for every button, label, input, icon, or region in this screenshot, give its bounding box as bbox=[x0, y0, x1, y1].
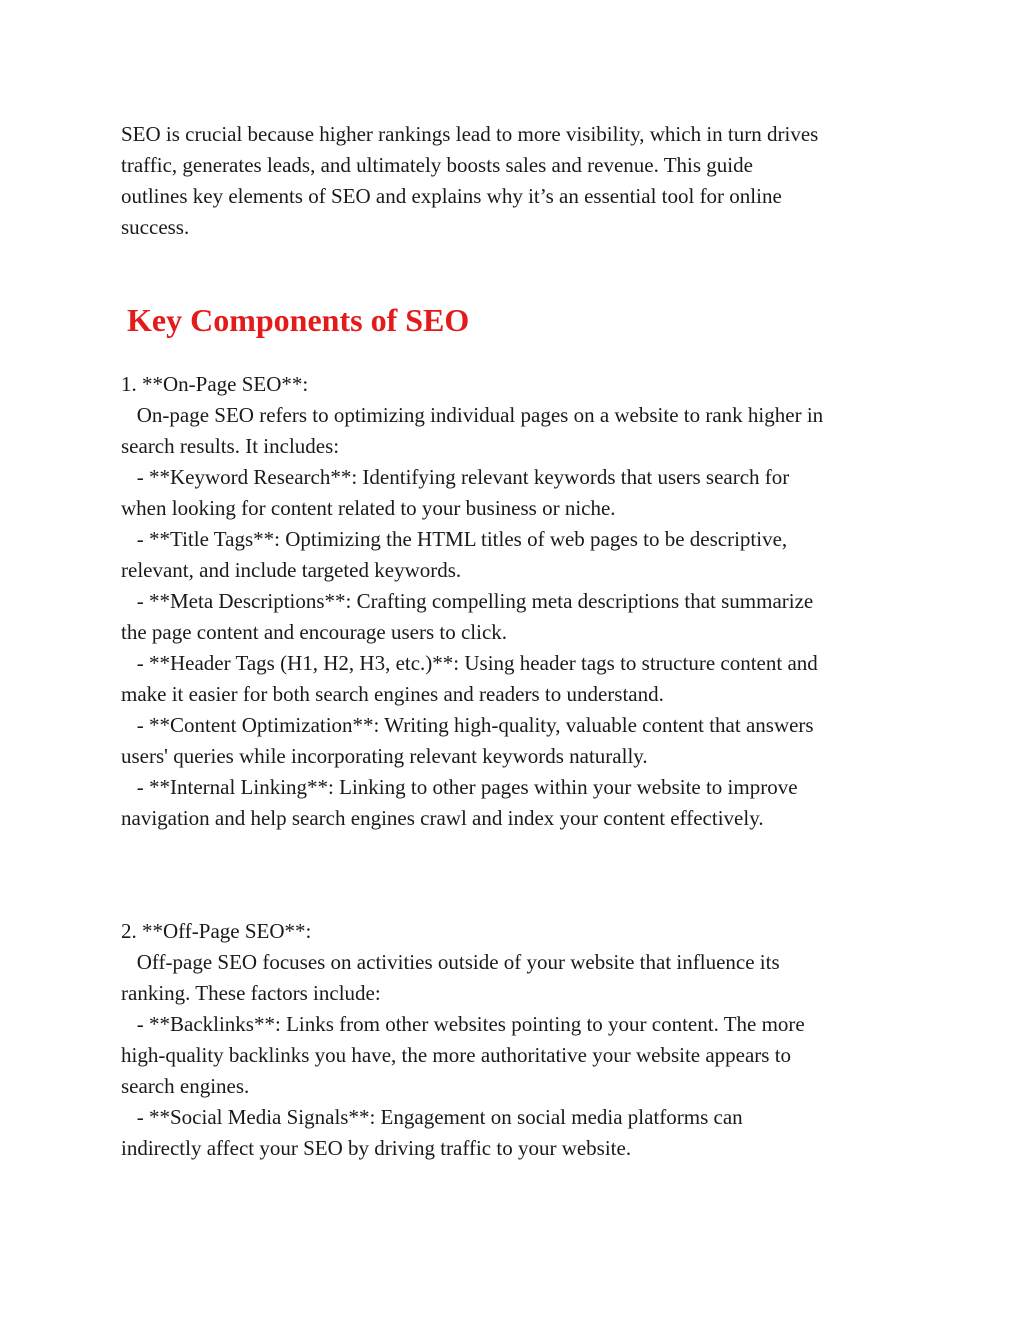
section1-line: search results. It includes: bbox=[121, 434, 340, 458]
intro-line: traffic, generates leads, and ultimately boosts sales and revenue. This guide bbox=[121, 153, 753, 177]
section1-line: when looking for content related to your business or niche. bbox=[121, 496, 616, 520]
section1-line: the page content and encourage users to click. bbox=[121, 620, 508, 644]
intro-line: outlines key elements of SEO and explains why it’s an essential tool for online bbox=[121, 184, 782, 208]
section1-line: On-page SEO refers to optimizing individual pages on a website to rank higher in bbox=[121, 403, 824, 427]
section2-line: 2. **Off-Page SEO**: bbox=[121, 919, 312, 943]
section2-line: indirectly affect your SEO by driving traffic to your website. bbox=[121, 1136, 632, 1160]
section1-line: - **Internal Linking**: Linking to other pages within your website to improve bbox=[121, 775, 798, 799]
section2-line: Off-page SEO focuses on activities outside of your website that influence its bbox=[121, 950, 780, 974]
section1-line: - **Title Tags**: Optimizing the HTML titles of web pages to be descriptive, bbox=[121, 527, 788, 551]
intro-line: success. bbox=[121, 215, 190, 239]
section2-line: ranking. These factors include: bbox=[121, 981, 381, 1005]
section1-line: navigation and help search engines crawl and index your content effectively. bbox=[121, 806, 764, 830]
section1-line: - **Keyword Research**: Identifying relevant keywords that users search for bbox=[121, 465, 790, 489]
section1-line: - **Header Tags (H1, H2, H3, etc.)**: Using header tags to structure content and bbox=[121, 651, 818, 675]
on-page-seo-section bbox=[121, 369, 921, 834]
section-heading: Key Components of SEO bbox=[127, 302, 470, 338]
section1-line: users' queries while incorporating relevant keywords naturally. bbox=[121, 744, 648, 768]
section2-line: search engines. bbox=[121, 1074, 250, 1098]
off-page-seo-section bbox=[121, 916, 921, 1164]
section2-line: - **Backlinks**: Links from other websites pointing to your content. The more bbox=[121, 1012, 805, 1036]
section1-line: 1. **On-Page SEO**: bbox=[121, 372, 309, 396]
section2-line: high-quality backlinks you have, the more authoritative your website appears to bbox=[121, 1043, 792, 1067]
intro-line: SEO is crucial because higher rankings lead to more visibility, which in turn drives bbox=[121, 122, 819, 146]
section1-line: make it easier for both search engines and readers to understand. bbox=[121, 682, 664, 706]
intro-paragraph bbox=[121, 119, 921, 243]
section2-line: - **Social Media Signals**: Engagement on social media platforms can bbox=[121, 1105, 743, 1129]
section1-line: - **Meta Descriptions**: Crafting compelling meta descriptions that summarize bbox=[121, 589, 814, 613]
section1-line: - **Content Optimization**: Writing high-quality, valuable content that answers bbox=[121, 713, 814, 737]
section1-line: relevant, and include targeted keywords. bbox=[121, 558, 462, 582]
